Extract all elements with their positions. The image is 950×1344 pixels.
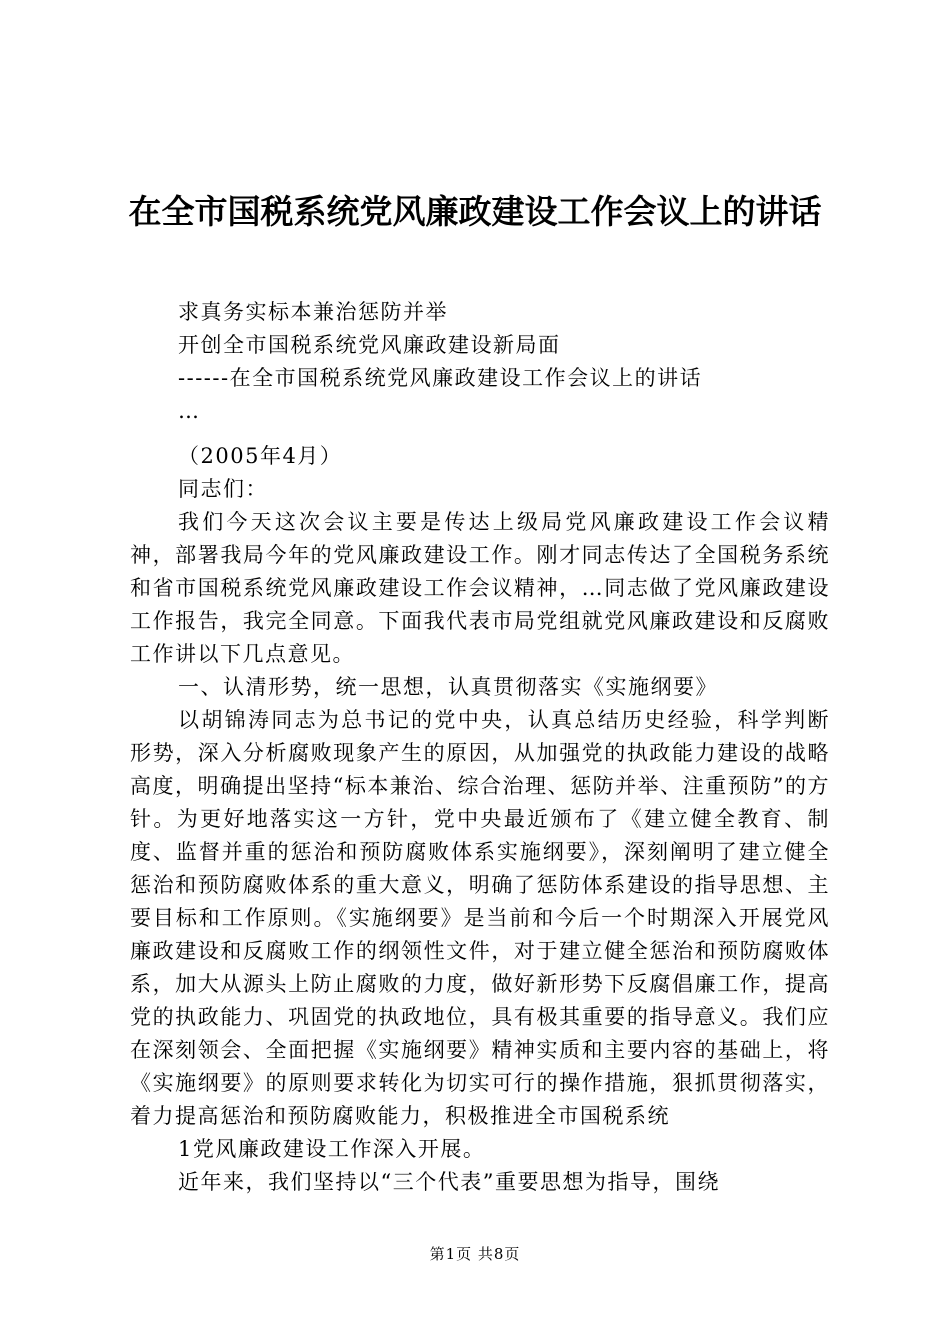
- subtitle-line-2: 开创全市国税系统党风廉政建设新局面: [178, 333, 561, 357]
- document-body: [130, 296, 830, 1199]
- section-heading-1: 一、认清形势，统一思想，认真贯彻落实《实施纲要》: [178, 675, 718, 699]
- document-title: 在全市国税系统党风廉政建设工作会议上的讲话: [128, 192, 822, 231]
- subtitle-line-3: ------在全市国税系统党风廉政建设工作会议上的讲话: [178, 366, 703, 390]
- speech-date: （2005年4月）: [178, 444, 343, 468]
- page-footer: [0, 1244, 950, 1264]
- subtitle-ellipsis: …: [178, 399, 201, 423]
- item-heading-1: 1党风廉政建设工作深入开展。: [178, 1137, 486, 1161]
- page-number-indicator: 第1页 共8页: [429, 1245, 521, 1263]
- paragraph-item-1: 近年来，我们坚持以“三个代表”重要思想为指导，围绕: [178, 1170, 720, 1194]
- subtitle-line-1: 求真务实标本兼治惩防并举: [178, 300, 448, 324]
- paragraph-section-1: 以胡锦涛同志为总书记的党中央，认真总结历史经验，科学判断形势，深入分析腐败现象产生的原因，从加强党的执政能力建设的战略高度，明确提出坚持“标本兼治、综合治理、惩防并举、注重预防”的方针。为更好地落实这一方针，党中央最近颁布了《建立健全教育、制度、监督并重的惩治和预防腐败体系实施纲要》，深刻阐明了建立健全惩治和预防腐败体系的重大意义，明确了惩防体系建设的指导思想、主要目标和工作原则。《实施纲要》是当前和今后一个时期深入开展党风廉政建设和反腐败工作的纲领性文件，对于建立健全惩治和预防腐败体系，加大从源头上防止腐败的力度，做好新形势下反腐倡廉工作，提高党的执政能力、巩固党的执政地位，具有极其重要的指导意义。我们应在深刻领会、全面把握《实施纲要》精神实质和主要内容的基础上，将《实施纲要》的原则要求转化为切实可行的操作措施，狠抓贯彻落实，着力提高惩治和预防腐败能力，积极推进全市国税系统: [130, 708, 830, 1128]
- salutation: 同志们：: [178, 477, 268, 501]
- paragraph-intro: 我们今天这次会议主要是传达上级局党风廉政建设工作会议精神，部署我局今年的党风廉政建设工作。刚才同志传达了全国税务系统和省市国税系统党风廉政建设工作会议精神，…同志做了党风廉政建设工作报告，我完全同意。下面我代表市局党组就党风廉政建设和反腐败工作讲以下几点意见。: [130, 510, 830, 666]
